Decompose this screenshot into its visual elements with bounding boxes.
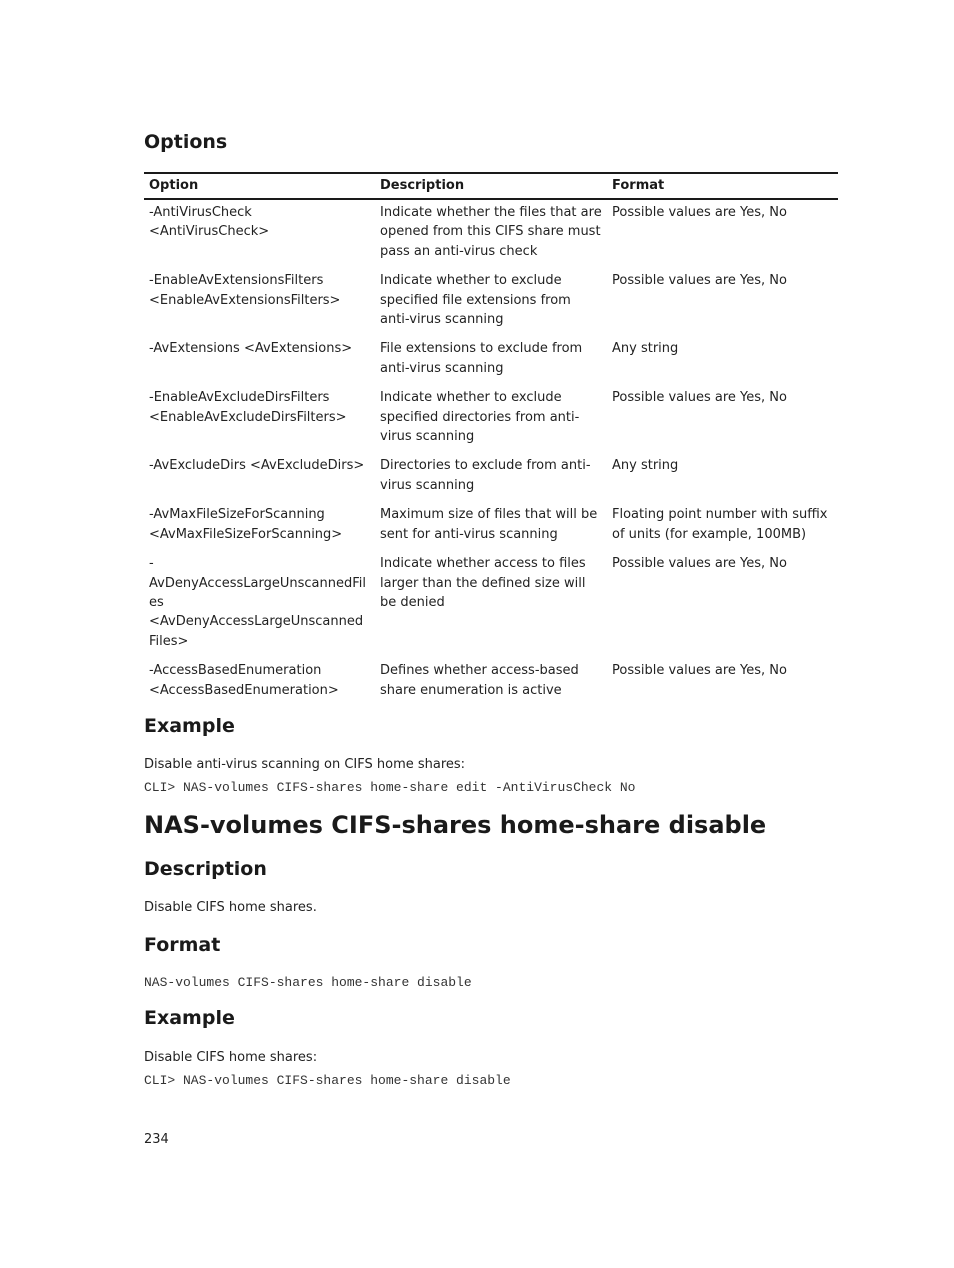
option-cell: -AntiVirusCheck <AntiVirusCheck> [149,205,270,240]
description-cell: Indicate whether the files that are opened from this CIFS share must pass an anti-virus check [380,205,602,259]
description-cell: Maximum size of files that will be sent for anti-virus scanning [380,507,598,542]
table-row [144,269,838,337]
option-cell: -EnableAvExtensionsFilters <EnableAvExtensionsFilters> [149,273,341,308]
description-cell: File extensions to exclude from anti-virus scanning [380,341,583,376]
example-code: CLI> NAS-volumes CIFS-shares home-share edit -AntiVirusCheck No [144,780,636,795]
description-cell: Indicate whether to exclude specified directories from anti-virus scanning [380,390,580,445]
description-cell: Defines whether access-based share enumeration is active [380,663,579,698]
table-row [144,552,838,659]
format-cell: Possible values are Yes, No [612,273,787,289]
column-header-description: Description [375,173,607,199]
option-cell: -AvMaxFileSizeForScanning <AvMaxFileSizeForScanning> [149,507,343,542]
description-cell: Indicate whether to exclude specified file extensions from anti-virus scanning [380,273,571,328]
format-cell: Possible values are Yes, No [612,205,787,220]
options-heading: Options [144,131,228,153]
description-cell: Indicate whether access to files larger than the defined size will be denied [380,556,586,610]
description-cell: Directories to exclude from anti-virus scanning [380,458,591,493]
example-heading: Example [144,715,235,737]
example-heading-2: Example [144,1007,235,1029]
example-code-2: CLI> NAS-volumes CIFS-shares home-share disable [144,1073,511,1088]
command-title: NAS-volumes CIFS-shares home-share disable [144,811,767,839]
table-row [144,454,838,503]
format-cell: Possible values are Yes, No [612,663,787,679]
option-cell: -AvExtensions <AvExtensions> [149,341,353,357]
table-row [144,337,838,386]
format-cell: Any string [612,458,679,474]
table-row [144,659,838,708]
table-row [144,503,838,552]
options-table [144,172,838,708]
option-cell: -AccessBasedEnumeration <AccessBasedEnumeration> [149,663,339,698]
option-cell: -AvExcludeDirs <AvExcludeDirs> [149,458,365,474]
page-number: 234 [144,1132,169,1147]
column-header-format: Format [607,173,838,199]
column-header-option: Option [144,173,375,199]
example-description-2: Disable CIFS home shares: [144,1050,318,1065]
table-row [144,199,838,269]
table-row [144,386,838,454]
format-cell: Possible values are Yes, No [612,390,787,406]
format-cell: Any string [612,341,679,357]
format-cell: Floating point number with suffix of units (for example, 100MB) [612,507,828,542]
format-heading: Format [144,934,221,956]
option-cell: -AvDenyAccessLargeUnscannedFiles <AvDenyAccessLargeUnscannedFiles> [149,556,366,649]
option-cell: -EnableAvExcludeDirsFilters <EnableAvExcludeDirsFilters> [149,390,347,425]
description-heading: Description [144,858,267,880]
options-table-header-row [144,173,838,199]
example-description: Disable anti-virus scanning on CIFS home shares: [144,757,466,772]
format-cell: Possible values are Yes, No [612,556,787,572]
description-text: Disable CIFS home shares. [144,900,317,915]
format-code: NAS-volumes CIFS-shares home-share disable [144,975,472,990]
